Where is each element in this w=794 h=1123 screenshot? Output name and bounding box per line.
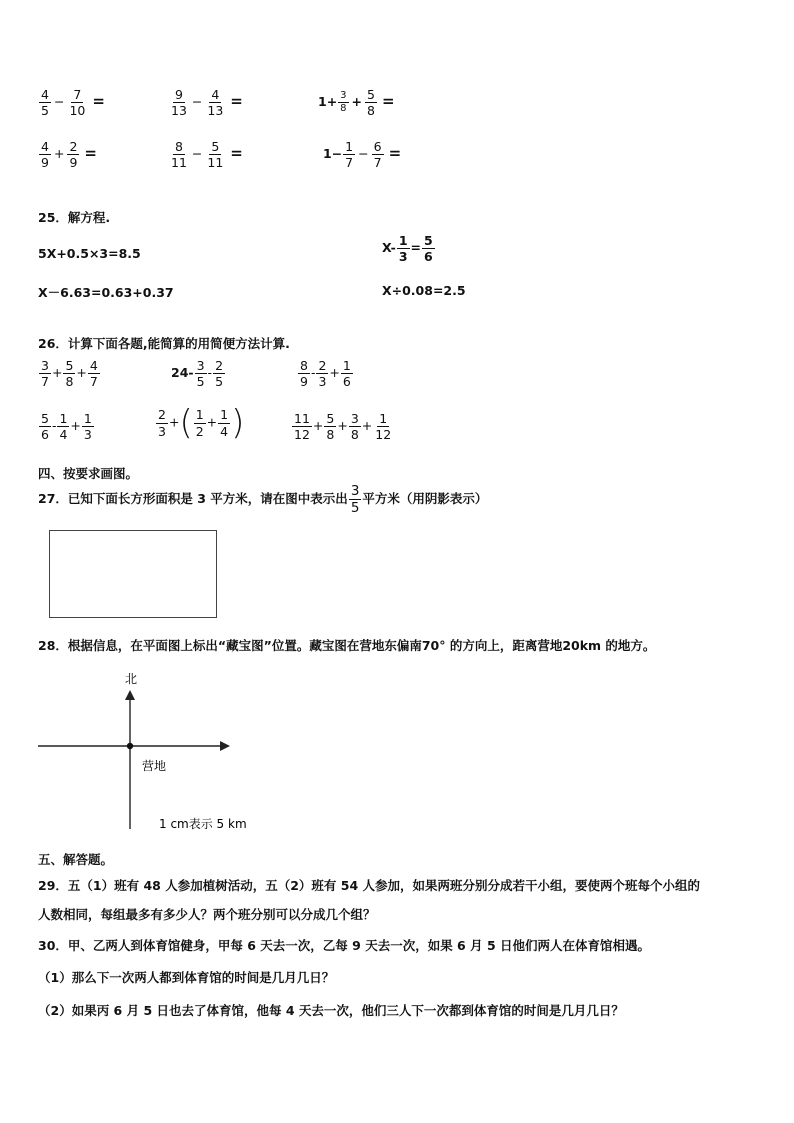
fraction: $\frac{5}{8}$ bbox=[367, 87, 375, 119]
q29-line-1: 29．五（1）班有 48 人参加植树活动，五（2）班有 54 人参加，如果两班分别分成若干小组，要使两个班每个小组的 bbox=[38, 878, 700, 893]
fraction: $\frac{6}{7}$ bbox=[373, 139, 382, 171]
camp-point bbox=[127, 743, 133, 749]
q24-expr-r2c2: $\frac{8}{11}$ − $\frac{5}{11}$ = bbox=[171, 139, 243, 171]
fraction: $\frac{2}{9}$ bbox=[69, 139, 78, 171]
fraction: $\frac{2}{5}$ bbox=[215, 358, 224, 390]
section-5-heading: 五、解答题。 bbox=[38, 852, 114, 867]
fraction: $\frac{3}{5}$ bbox=[350, 483, 360, 517]
section-4-heading: 四、按要求画图。 bbox=[38, 466, 139, 481]
fraction: $\frac{4}{5}$ bbox=[41, 87, 49, 119]
q29-line-2: 人数相同，每组最多有多少人？两个班分别可以分成几个组？ bbox=[38, 907, 376, 922]
fraction: $\frac{4}{7}$ bbox=[89, 358, 98, 390]
fraction: $\frac{5}{6}$ bbox=[424, 233, 433, 265]
q26-expr-r2c2: $\frac{2}{3}$ +( $\frac{1}{2}$ + $\frac{1}{4}$ ) bbox=[158, 403, 245, 443]
fraction: $\frac{2}{3}$ bbox=[158, 407, 166, 439]
fraction: $\frac{8}{11}$ bbox=[171, 139, 187, 171]
fraction: $\frac{1}{4}$ bbox=[220, 407, 229, 439]
q26-expr-r2c3: $\frac{11}{12}$ + $\frac{5}{8}$ + $\frac{3}{8}$ + $\frac{1}{12}$ bbox=[294, 411, 392, 443]
q30-line-1: 30．甲、乙两人到体育馆健身，甲每 6 天去一次，乙每 9 天去一次，如果 6 月 5 日他们两人在体育馆相遇。 bbox=[38, 938, 651, 953]
q24-expr-r1c3: 1+ $\frac{3}{8}$ + $\frac{5}{8}$ = bbox=[318, 87, 395, 119]
q24-expr-r2c1: $\frac{4}{9}$ + $\frac{2}{9}$ = bbox=[41, 139, 97, 171]
fraction: $\frac{4}{13}$ bbox=[207, 87, 224, 119]
fraction: $\frac{1}{6}$ bbox=[342, 358, 351, 390]
q28-text: 28．根据信息，在平面图上标出“藏宝图”位置。藏宝图在营地东偏南70° 的方向上，距离营地20km 的地方。 bbox=[38, 638, 656, 653]
q25-equation-3: X－6.63=0.63+0.37 bbox=[38, 285, 174, 300]
fraction: $\frac{9}{13}$ bbox=[171, 87, 187, 119]
q26-expr-r1c1: $\frac{3}{7}$ + $\frac{5}{8}$ + $\frac{4}{7}$ bbox=[41, 358, 98, 390]
q24-expr-r2c3: 1− $\frac{1}{7}$ − $\frac{6}{7}$ = bbox=[323, 139, 402, 171]
fraction: $\frac{3}{8}$ bbox=[340, 89, 347, 115]
q24-expr-r1c1: $\frac{4}{5}$ − $\frac{7}{10}$ = bbox=[41, 87, 105, 119]
fraction: $\frac{7}{10}$ bbox=[69, 87, 86, 119]
fraction: $\frac{3}{5}$ bbox=[196, 358, 205, 390]
rectangle-drawing-area[interactable] bbox=[49, 530, 217, 618]
fraction: $\frac{3}{7}$ bbox=[41, 358, 49, 390]
q26-expr-r1c3: $\frac{8}{9}$ - $\frac{2}{3}$ + $\frac{1}{6}$ bbox=[300, 358, 351, 390]
fraction: $\frac{11}{12}$ bbox=[294, 411, 310, 443]
fraction: $\frac{5}{6}$ bbox=[41, 411, 49, 443]
fraction: $\frac{8}{9}$ bbox=[300, 358, 308, 390]
fraction: $\frac{1}{4}$ bbox=[59, 411, 68, 443]
scale-label: 1 cm表示 5 km bbox=[159, 817, 247, 831]
fraction: $\frac{1}{3}$ bbox=[83, 411, 92, 443]
fraction: $\frac{4}{9}$ bbox=[41, 139, 49, 171]
q30-sub-2: （2）如果丙 6 月 5 日也去了体育馆，他每 4 天去一次，他们三人下一次都到体育馆的时间是几月几日？ bbox=[38, 1003, 624, 1018]
q30-sub-1: （1）那么下一次两人都到体育馆的时间是几月几日？ bbox=[38, 970, 335, 985]
compass-diagram[interactable] bbox=[34, 668, 274, 838]
north-label: 北 bbox=[125, 672, 138, 686]
fraction: $\frac{5}{11}$ bbox=[207, 139, 224, 171]
fraction: $\frac{5}{8}$ bbox=[65, 358, 74, 390]
q25-equation-2: X- $\frac{1}{3}$ = $\frac{5}{6}$ bbox=[382, 233, 433, 265]
q25-title: 25．解方程. bbox=[38, 210, 111, 225]
q26-expr-r2c1: $\frac{5}{6}$ - $\frac{1}{4}$ + $\frac{1}{3}$ bbox=[41, 411, 92, 443]
fraction: $\frac{1}{3}$ bbox=[398, 233, 408, 265]
q25-equation-4: X÷0.08=2.5 bbox=[382, 283, 466, 298]
q27-text: 27．已知下面长方形面积是 3 平方米，请在图中表示出 $\frac{3}{5}$ 平方米（用阴影表示） bbox=[38, 483, 488, 517]
q26-title: 26．计算下面各题,能简算的用简便方法计算. bbox=[38, 336, 290, 351]
q24-expr-r1c2: $\frac{9}{13}$ − $\frac{4}{13}$ = bbox=[171, 87, 243, 119]
fraction: $\frac{5}{8}$ bbox=[326, 411, 335, 443]
fraction: $\frac{1}{7}$ bbox=[345, 139, 354, 171]
fraction: $\frac{1}{2}$ bbox=[195, 407, 204, 439]
fraction: $\frac{1}{12}$ bbox=[375, 411, 392, 443]
q25-equation-1: 5X+0.5×3=8.5 bbox=[38, 246, 141, 261]
fraction: $\frac{2}{3}$ bbox=[318, 358, 327, 390]
camp-label: 营地 bbox=[142, 759, 167, 773]
fraction: $\frac{3}{8}$ bbox=[350, 411, 359, 443]
q26-expr-r1c2: 24- $\frac{3}{5}$ - $\frac{2}{5}$ bbox=[171, 358, 224, 390]
